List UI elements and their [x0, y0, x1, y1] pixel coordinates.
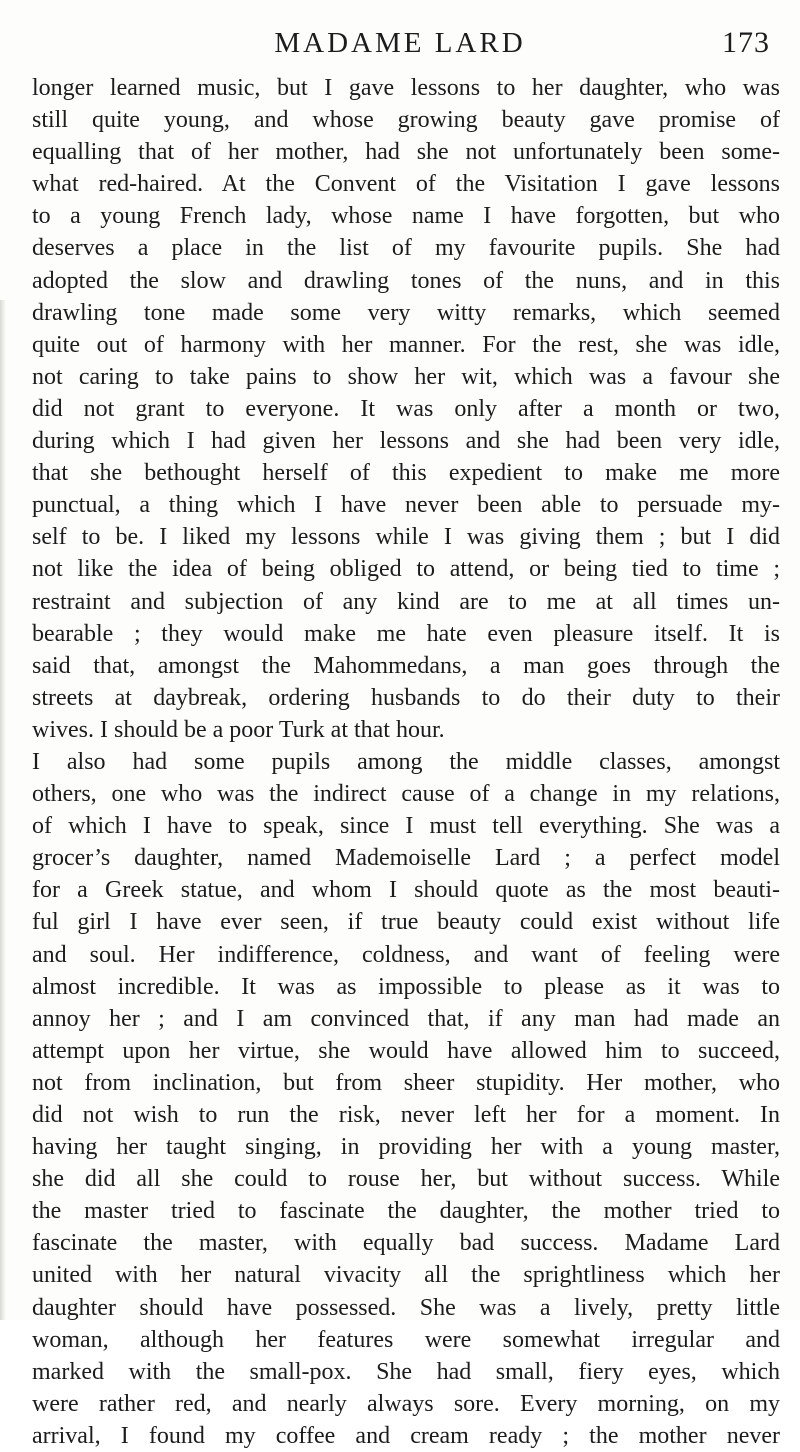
text-line: almost incredible. It was as impossible to please as it was to [32, 973, 780, 1000]
text-line: streets at daybreak, ordering husbands to do their duty to their [32, 684, 780, 711]
text-line: during which I had given her lessons and she had been very idle, [32, 428, 780, 455]
text-line: deserves a place in the list of my favourite pupils. She had [32, 235, 780, 262]
text-line: for a Greek statue, and whom I should quote as the most beauti- [32, 877, 780, 904]
paragraph-start-line: I also had some pupils among the middle classes, amongst [32, 748, 780, 775]
text-line: not like the idea of being obliged to attend, or being tied to time ; [32, 556, 780, 583]
text-line: daughter should have possessed. She was a lively, pretty little [32, 1294, 780, 1321]
text-line: what red-haired. At the Convent of the Visitation I gave lessons [32, 171, 780, 198]
text-line: self to be. I liked my lessons while I was giving them ; but I did [32, 524, 780, 551]
text-line: annoy her ; and I am convinced that, if any man had made an [32, 1005, 780, 1032]
text-line: that she bethought herself of this expedient to make me more [32, 460, 780, 487]
text-line: longer learned music, but I gave lessons to her daughter, who was [32, 75, 780, 101]
running-head: MADAME LARD [274, 27, 526, 59]
text-line: and soul. Her indifference, coldness, and want of feeling were [32, 941, 780, 968]
body-text [32, 72, 780, 1452]
text-line: quite out of harmony with her manner. For the rest, she was idle, [32, 331, 780, 358]
paragraph-end-line: wives. I should be a poor Turk at that hour. [32, 716, 445, 743]
text-line: arrival, I found my coffee and cream ready ; the mother never [32, 1422, 780, 1449]
text-line: she did all she could to rouse her, but without success. While [32, 1166, 780, 1193]
text-line: not from inclination, but from sheer stupidity. Her mother, who [32, 1069, 780, 1096]
text-line: fascinate the master, with equally bad success. Madame Lard [32, 1230, 780, 1257]
text-line: restraint and subjection of any kind are to me at all times un- [32, 588, 780, 615]
text-line: adopted the slow and drawling tones of the nuns, and in this [32, 267, 780, 294]
text-line: of which I have to speak, since I must tell everything. She was a [32, 813, 780, 840]
text-line: to a young French lady, whose name I have forgotten, but who [32, 203, 780, 230]
text-line: attempt upon her virtue, she would have allowed him to succeed, [32, 1037, 780, 1064]
text-line: did not wish to run the risk, never left her for a moment. In [32, 1102, 780, 1128]
text-line: marked with the small-pox. She had small, fiery eyes, which [32, 1358, 780, 1385]
text-line: woman, although her features were somewhat irregular and [32, 1326, 780, 1353]
text-line: equalling that of her mother, had she not unfortunately been some- [32, 139, 780, 166]
text-line: bearable ; they would make me hate even pleasure itself. It is [32, 620, 780, 647]
text-line: not caring to take pains to show her wit, which was a favour she [32, 363, 780, 390]
text-line: the master tried to fascinate the daughter, the mother tried to [32, 1198, 780, 1225]
text-line: were rather red, and nearly always sore. Every morning, on my [32, 1390, 780, 1417]
text-line: united with her natural vivacity all the sprightliness which her [32, 1262, 780, 1289]
text-line: punctual, a thing which I have never been able to persuade my- [32, 492, 780, 519]
text-line: others, one who was the indirect cause of a change in my relations, [32, 781, 780, 808]
page-spine-shadow [0, 300, 6, 1320]
text-line: grocer’s daughter, named Mademoiselle Lard ; a perfect model [32, 845, 780, 872]
text-line: ful girl I have ever seen, if true beauty could exist without life [32, 909, 780, 936]
text-line: said that, amongst the Mahommedans, a man goes through the [32, 652, 780, 679]
page-number: 173 [722, 26, 770, 59]
text-line: still quite young, and whose growing beauty gave promise of [32, 107, 780, 134]
text-line: did not grant to everyone. It was only after a month or two, [32, 395, 780, 422]
text-line: having her taught singing, in providing her with a young master, [32, 1134, 780, 1161]
text-line: drawling tone made some very witty remarks, which seemed [32, 299, 780, 326]
